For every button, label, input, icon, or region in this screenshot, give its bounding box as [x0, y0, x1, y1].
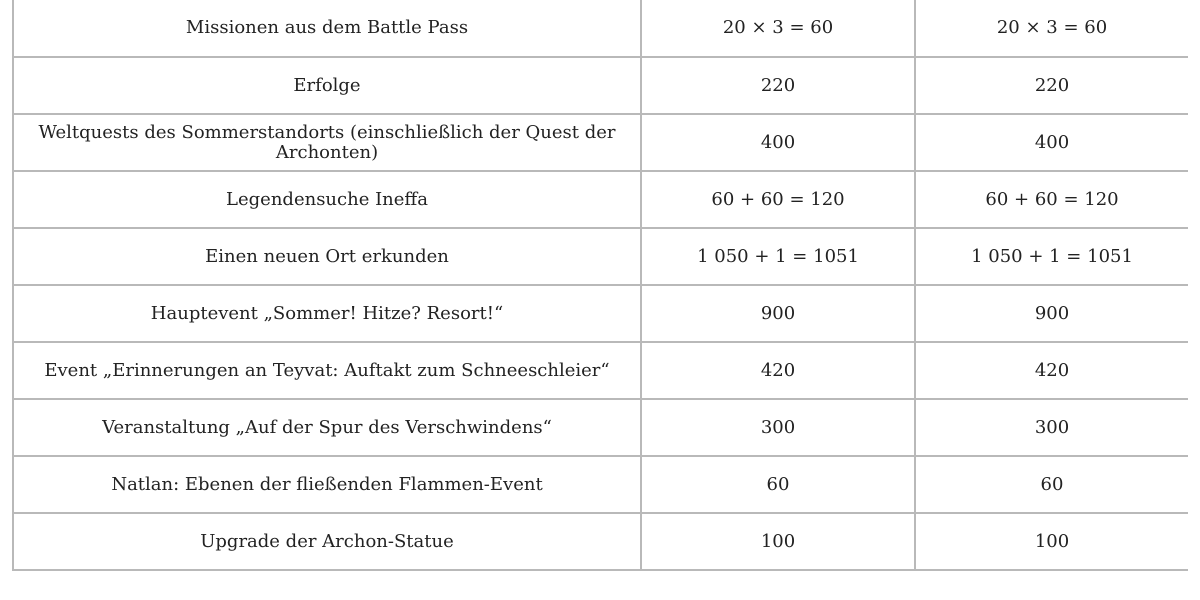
row-label: Natlan: Ebenen der fließenden Flammen-Event: [13, 456, 641, 513]
row-value-1: 900: [641, 285, 915, 342]
row-label: Event „Erinnerungen an Teyvat: Auftakt zum Schneeschleier“: [13, 342, 641, 399]
row-value-1: 420: [641, 342, 915, 399]
rewards-table: [12, 0, 1188, 571]
table-row: [13, 228, 1188, 285]
row-value-2: 300: [915, 399, 1188, 456]
table-row: [13, 513, 1188, 570]
table-row: [13, 456, 1188, 513]
row-value-2: 420: [915, 342, 1188, 399]
row-value-2: 1 050 + 1 = 1051: [915, 228, 1188, 285]
row-value-2: 100: [915, 513, 1188, 570]
row-value-1: 220: [641, 57, 915, 114]
table-row: [13, 171, 1188, 228]
row-value-2: 20 × 3 = 60: [915, 0, 1188, 57]
row-label: Veranstaltung „Auf der Spur des Verschwindens“: [13, 399, 641, 456]
table-row: [13, 57, 1188, 114]
rewards-table-container: [12, 0, 1188, 600]
row-value-1: 1 050 + 1 = 1051: [641, 228, 915, 285]
row-label: Einen neuen Ort erkunden: [13, 228, 641, 285]
row-value-1: 60 + 60 = 120: [641, 171, 915, 228]
row-value-1: 400: [641, 114, 915, 171]
row-label: Erfolge: [13, 57, 641, 114]
row-value-2: 900: [915, 285, 1188, 342]
table-row: [13, 399, 1188, 456]
row-label: Hauptevent „Sommer! Hitze? Resort!“: [13, 285, 641, 342]
table-row: [13, 0, 1188, 57]
row-value-1: 60: [641, 456, 915, 513]
row-value-2: 220: [915, 57, 1188, 114]
table-row: [13, 285, 1188, 342]
row-value-1: 300: [641, 399, 915, 456]
row-label: Missionen aus dem Battle Pass: [13, 0, 641, 57]
row-value-2: 60: [915, 456, 1188, 513]
row-label: Legendensuche Ineffa: [13, 171, 641, 228]
row-value-1: 20 × 3 = 60: [641, 0, 915, 57]
row-value-1: 100: [641, 513, 915, 570]
row-label: Weltquests des Sommerstandorts (einschließlich der Quest der Archonten): [13, 114, 641, 171]
table-row: [13, 342, 1188, 399]
row-label: Upgrade der Archon-Statue: [13, 513, 641, 570]
row-value-2: 400: [915, 114, 1188, 171]
table-row: [13, 114, 1188, 171]
row-value-2: 60 + 60 = 120: [915, 171, 1188, 228]
